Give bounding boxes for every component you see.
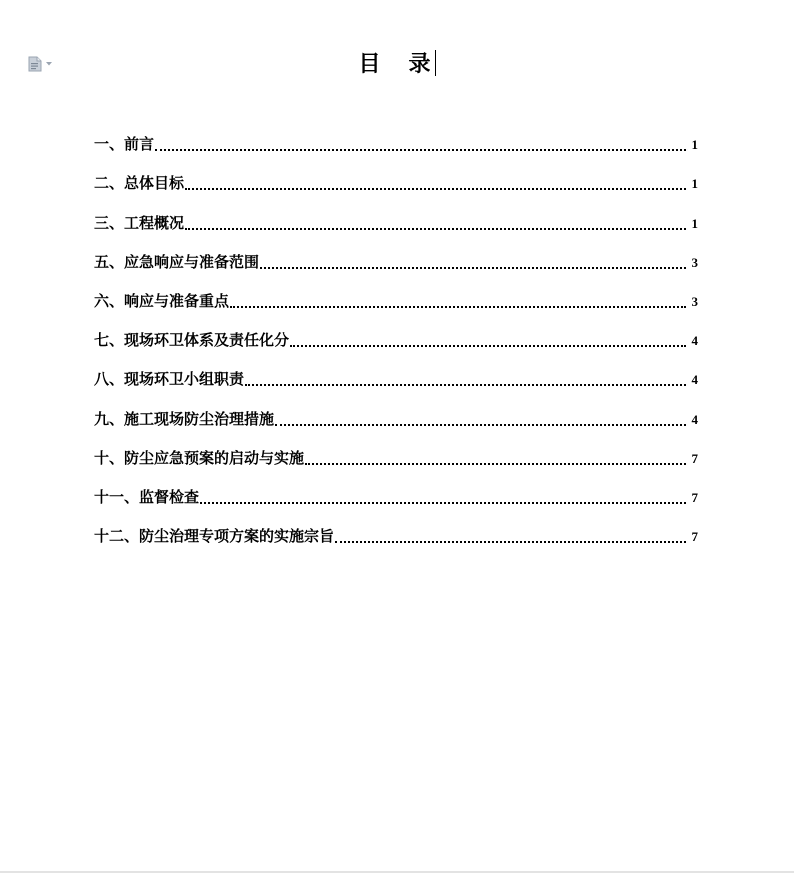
dot-leader [275,424,686,426]
toc-entry-label: 二、总体目标 [94,174,185,193]
toc-entry-page: 3 [691,254,698,270]
toc-entry[interactable] [94,236,698,275]
toc-entry-label: 八、现场环卫小组职责 [94,370,245,389]
toc-entry-label: 一、前言 [94,135,155,154]
dot-leader [155,149,686,151]
toc-entry[interactable] [94,510,698,549]
toc-entry-label: 七、现场环卫体系及责任化分 [94,331,290,350]
toc-entry[interactable] [94,471,698,510]
dot-leader [260,267,686,269]
toc-entry[interactable] [94,432,698,471]
toc-entry[interactable] [94,157,698,196]
dot-leader [305,463,686,465]
toc-entry[interactable] [94,196,698,235]
toc-entry-label: 五、应急响应与准备范围 [94,252,260,271]
toc-entry-page: 1 [691,176,698,192]
toc-entry-page: 4 [691,372,698,388]
toc-entry-label: 十二、防尘治理专项方案的实施宗旨 [94,527,335,546]
toc-entry-page: 1 [691,137,698,153]
text-cursor [435,50,436,76]
toc-entry-page: 3 [691,293,698,309]
toc-entry[interactable] [94,314,698,353]
dot-leader [290,345,686,347]
toc-title [0,50,794,80]
toc-entry[interactable] [94,275,698,314]
toc-title-char-2: 录 [408,52,433,77]
dot-leader [185,228,686,230]
toc-entry[interactable] [94,392,698,431]
toc-entry[interactable] [94,118,698,157]
toc-entry-page: 4 [691,411,698,427]
toc-entry-label: 九、施工现场防尘治理措施 [94,409,275,428]
toc-entry-label: 三、工程概况 [94,213,185,232]
toc-entry-page: 7 [691,450,698,466]
toc-entry[interactable] [94,353,698,392]
toc-entry-page: 7 [691,489,698,505]
dot-leader [200,502,686,504]
toc-entry-label: 六、响应与准备重点 [94,291,230,310]
dot-leader [335,541,686,543]
dot-leader [230,306,686,308]
toc-entry-label: 十、防尘应急预案的启动与实施 [94,448,305,467]
toc-entry-label: 十一、监督检查 [94,487,200,506]
toc-entry-page: 1 [691,215,698,231]
dot-leader [185,188,686,190]
dot-leader [245,384,686,386]
toc-title-char-1: 目 [358,52,383,77]
toc-entry-page: 4 [691,333,698,349]
toc-entry-page: 7 [691,529,698,545]
table-of-contents [94,118,698,549]
